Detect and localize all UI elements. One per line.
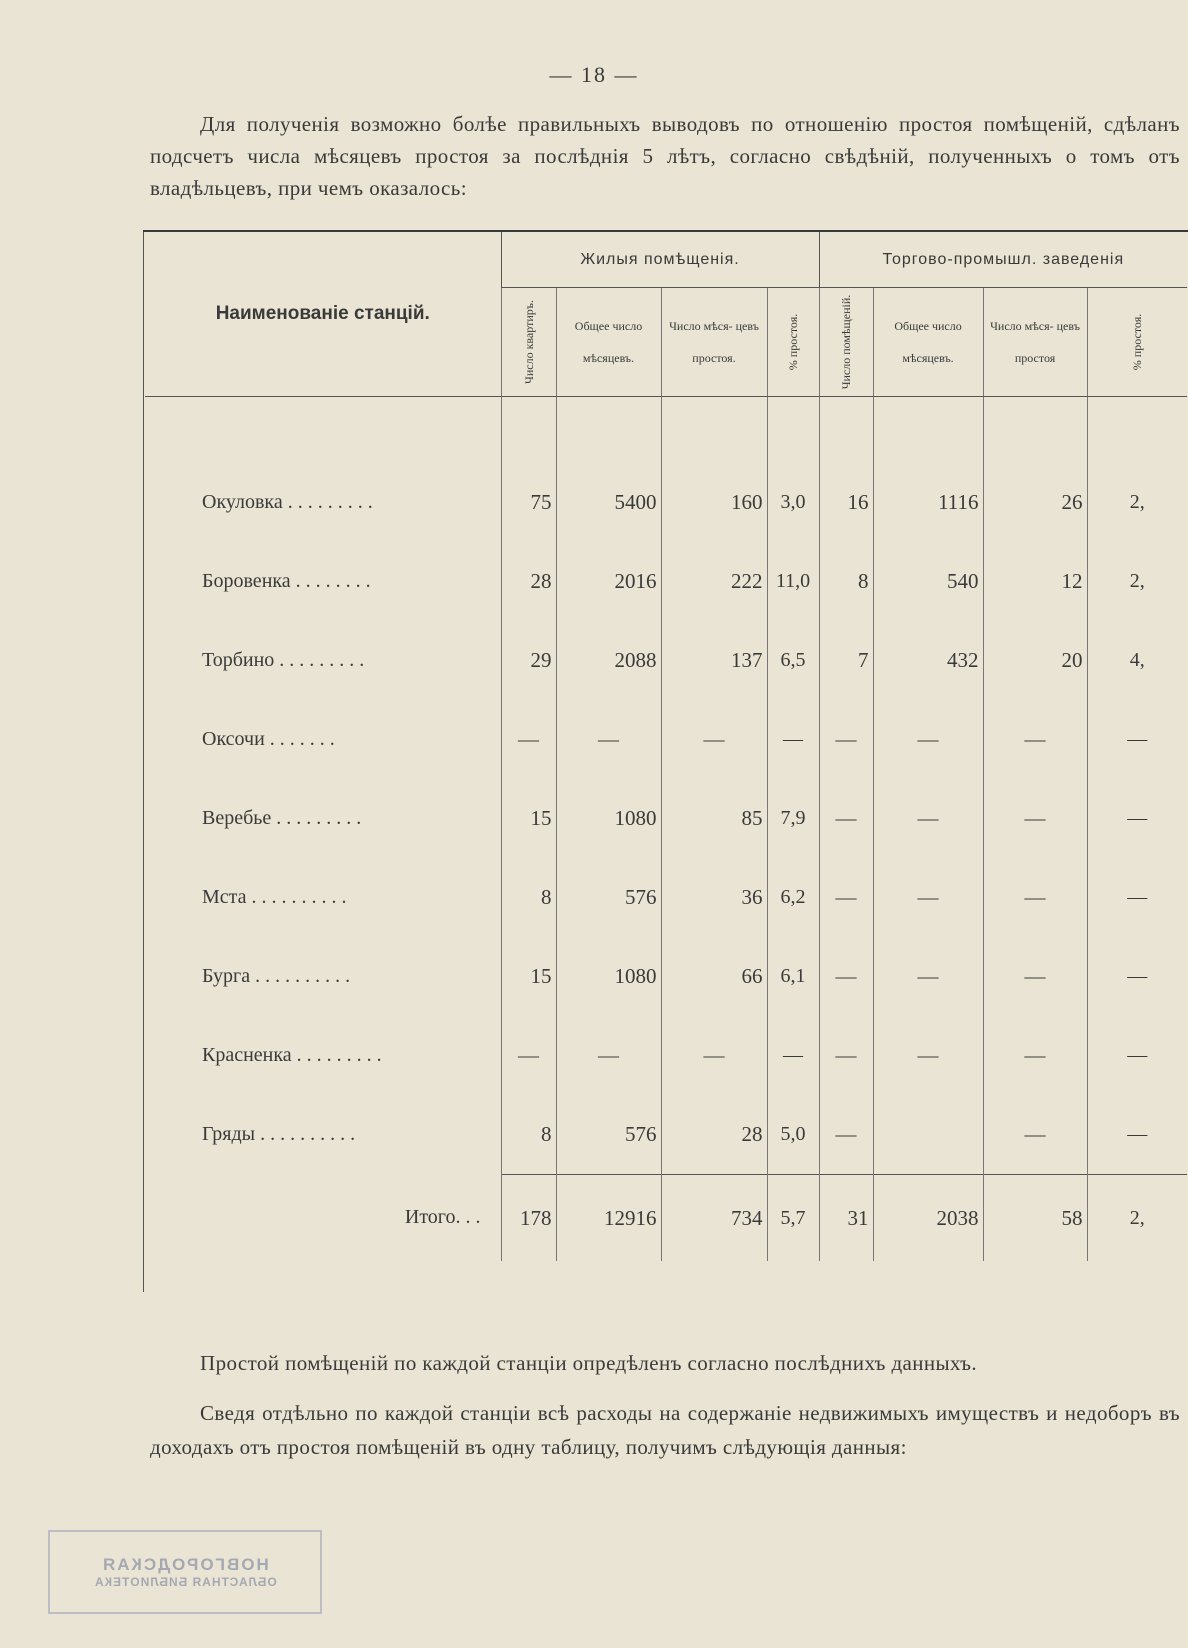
library-stamp [48,1530,322,1614]
com-pct-cell: — [1087,1095,1187,1175]
res-idle-cell: 222 [661,542,767,621]
table-row [145,621,1187,700]
com-months-cell: — [873,700,983,779]
com-pct-cell: 2, [1087,463,1187,542]
res-idle-cell: 160 [661,463,767,542]
res-pct-cell: — [767,700,819,779]
com-pct-cell: — [1087,937,1187,1016]
com-months-cell [873,1095,983,1175]
res-count-cell: — [501,700,556,779]
com-idle-months-header: Число мѣся- цевъ простоя [983,288,1087,397]
station-name: Мста . . . . . . . . . . [202,886,347,908]
com-pct-cell: — [1087,858,1187,937]
com-count-cell: — [819,779,873,858]
total-com-months: 2038 [873,1175,983,1262]
res-months-cell: — [556,1016,661,1095]
commercial-group-header: Торгово-промышл. заведенія [819,232,1187,288]
res-months-cell: 1080 [556,779,661,858]
com-pct-cell: — [1087,779,1187,858]
com-idle-cell: 20 [983,621,1087,700]
res-pct-cell: 5,0 [767,1095,819,1175]
station-name: Гряды . . . . . . . . . . [202,1123,356,1146]
com-count-cell: — [819,937,873,1016]
com-months-cell: — [873,937,983,1016]
table-row [145,937,1187,1016]
stamp-line-2: ОБЛАСТНАЯ БИБЛИОТЕКА [93,1575,277,1589]
table-row [145,542,1187,621]
intro-paragraph: Для полученія возможно болѣе правильныхъ выводовъ по отношенію простоя помѣщеній, сдѣланъ подсчетъ числа мѣсяцевъ простоя за послѣднія 5 лѣтъ, согласно свѣдѣній, полученныхъ о томъ отъ владѣльцевъ, при чемъ оказалось: [150,112,1180,200]
res-pct-cell: 6,5 [767,621,819,700]
com-total-months-header: Общее число мѣсяцевъ. [873,288,983,397]
table-row [145,1095,1187,1175]
table-body [145,463,1187,1175]
table-row [145,779,1187,858]
com-count-cell: 8 [819,542,873,621]
res-pct-cell: 6,2 [767,858,819,937]
total-res-idle: 734 [661,1175,767,1262]
station-name: Окуловка . . . . . . . . . [202,491,373,513]
station-name: Боровенка . . . . . . . . [202,570,371,592]
com-count-cell: — [819,700,873,779]
com-pct-cell: 2, [1087,542,1187,621]
res-count-cell: 8 [501,858,556,937]
res-pct-cell: 3,0 [767,463,819,542]
com-months-cell: — [873,1016,983,1095]
com-idle-cell: — [983,1016,1087,1095]
total-res-count: 178 [501,1175,556,1262]
res-idle-months-header: Число мѣся- цевъ простоя. [661,288,767,397]
res-count-cell: 15 [501,937,556,1016]
com-idle-cell: — [983,779,1087,858]
station-name-header: Наименованіе станцій. [145,232,501,397]
com-count-header: Число помѣщеній. [819,288,873,397]
res-idle-cell: 137 [661,621,767,700]
res-total-months-header: Общее число мѣсяцевъ. [556,288,661,397]
com-idle-cell: 26 [983,463,1087,542]
station-name: Веребье . . . . . . . . . [202,807,362,829]
res-idle-cell: 36 [661,858,767,937]
station-name: Торбино . . . . . . . . . [202,649,365,671]
table-row [145,700,1187,779]
res-count-cell: — [501,1016,556,1095]
station-name: Красненка . . . . . . . . . [202,1044,382,1066]
total-row [145,1175,1187,1262]
stats-table [145,232,1187,1261]
com-idle-cell: — [983,937,1087,1016]
res-count-cell: 8 [501,1095,556,1175]
idle-statistics-table [143,230,1188,1295]
res-count-cell: 15 [501,779,556,858]
total-res-pct: 5,7 [767,1175,819,1262]
res-months-cell: 1080 [556,937,661,1016]
res-pct-cell: 6,1 [767,937,819,1016]
total-com-count: 31 [819,1175,873,1262]
res-pct-cell: 11,0 [767,542,819,621]
station-name: Оксочи . . . . . . . [202,728,335,750]
res-count-cell: 75 [501,463,556,542]
res-idle-cell: — [661,1016,767,1095]
res-count-header: Число квартиръ. [501,288,556,397]
res-count-cell: 28 [501,542,556,621]
table-row [145,1016,1187,1095]
res-months-cell: 2088 [556,621,661,700]
station-name: Бурга . . . . . . . . . . [202,965,351,987]
res-months-cell: — [556,700,661,779]
com-count-cell: 16 [819,463,873,542]
com-months-cell: — [873,858,983,937]
com-idle-cell: — [983,700,1087,779]
table-spacer [145,397,1187,464]
com-pct-cell: — [1087,1016,1187,1095]
res-pct-cell: — [767,1016,819,1095]
closing-paragraph-1: Простой помѣщеній по каждой станціи опредѣленъ согласно послѣднихъ данныхъ. [200,1351,978,1375]
stamp-line-1: НОВГОРОДСКАЯ [101,1555,269,1574]
res-months-cell: 5400 [556,463,661,542]
res-pct-cell: 7,9 [767,779,819,858]
res-idle-cell: 85 [661,779,767,858]
com-months-cell: 540 [873,542,983,621]
table-row [145,858,1187,937]
residential-group-header: Жилыя помѣщенія. [501,232,819,288]
res-idle-pct-header: % простоя. [767,288,819,397]
com-count-cell: — [819,1095,873,1175]
com-pct-cell: 4, [1087,621,1187,700]
com-count-cell: — [819,1016,873,1095]
table-row [145,463,1187,542]
com-count-cell: — [819,858,873,937]
res-idle-cell: 28 [661,1095,767,1175]
total-res-months: 12916 [556,1175,661,1262]
com-months-cell: 432 [873,621,983,700]
total-com-pct: 2, [1087,1175,1187,1262]
res-months-cell: 576 [556,858,661,937]
com-idle-cell: — [983,858,1087,937]
com-months-cell: — [873,779,983,858]
res-idle-cell: — [661,700,767,779]
com-pct-cell: — [1087,700,1187,779]
res-idle-cell: 66 [661,937,767,1016]
total-label: Итого. . . [404,1206,481,1229]
res-months-cell: 2016 [556,542,661,621]
com-idle-pct-header: % простоя. [1087,288,1187,397]
res-months-cell: 576 [556,1095,661,1175]
com-count-cell: 7 [819,621,873,700]
com-idle-cell: — [983,1095,1087,1175]
total-com-idle: 58 [983,1175,1087,1262]
com-idle-cell: 12 [983,542,1087,621]
res-count-cell: 29 [501,621,556,700]
closing-paragraph-2: Сведя отдѣльно по каждой станціи всѣ расходы на содержаніе недвижимыхъ имуществъ и недоборъ въ доходахъ отъ простоя помѣщеній въ одну таблицу, получимъ слѣдующія данныя: [150,1401,1180,1459]
com-months-cell: 1116 [873,463,983,542]
page-number: — 18 — [549,62,639,87]
